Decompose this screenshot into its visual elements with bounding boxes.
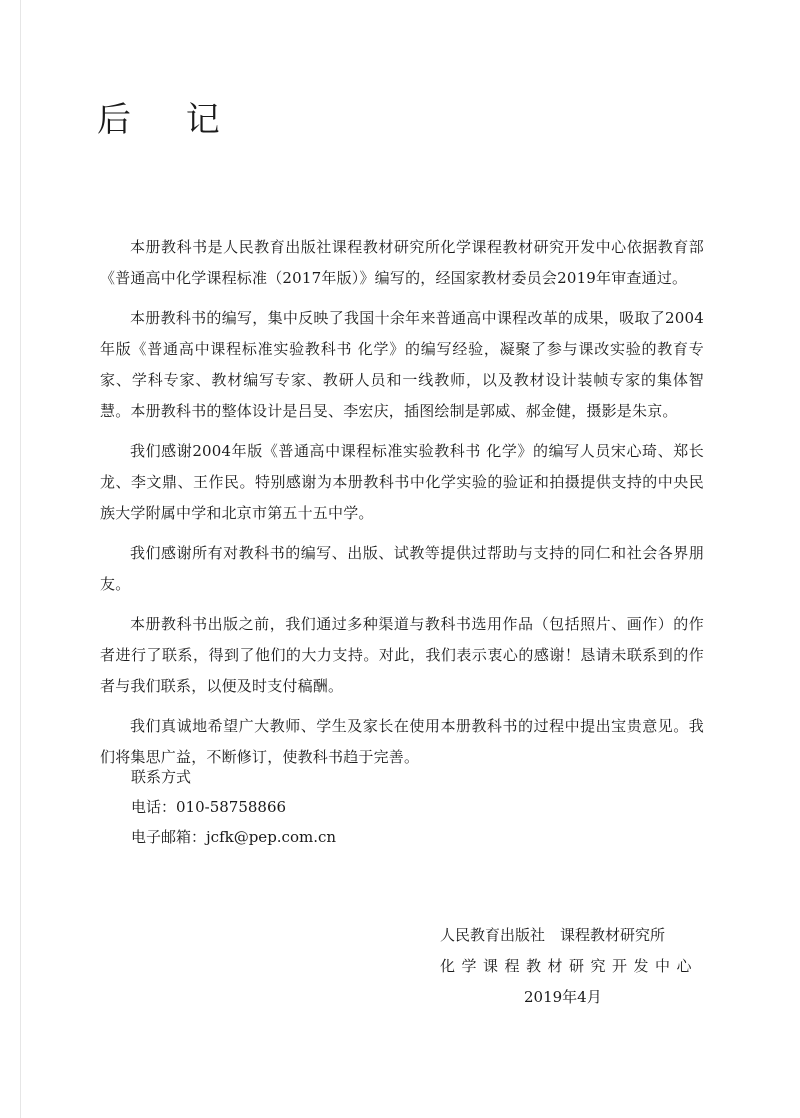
paragraph-1: 本册教科书是人民教育出版社课程教材研究所化学课程教材研究开发中心依据教育部《普通高中化学课程标准（2017年版）》编写的，经国家教材委员会2019年审查通过。 <box>100 238 704 287</box>
paragraph-5: 本册教科书出版之前，我们通过多种渠道与教科书选用作品（包括照片、画作）的作者进行了联系，得到了他们的大力支持。对此，我们表示衷心的感谢！恳请未联系到的作者与我们联系，以便及时支付稿酬。 <box>100 615 704 695</box>
contact-info <box>131 762 336 852</box>
paragraph-4: 我们感谢所有对教科书的编写、出版、试教等提供过帮助与支持的同仁和社会各界朋友。 <box>100 544 704 593</box>
signoff <box>440 920 699 1013</box>
phone-label: 电话： <box>131 798 177 816</box>
phone-number: 010-58758866 <box>176 798 287 816</box>
signoff-org-line-2: 化学课程教材研究开发中心 <box>440 957 699 975</box>
email-address: jcfk@pep.com.cn <box>206 828 337 846</box>
signoff-org-line-1: 人民教育出版社 课程教材研究所 <box>440 926 666 944</box>
contact-email-row <box>131 822 336 852</box>
contact-phone-row <box>131 792 336 822</box>
paragraph-6: 我们真诚地希望广大教师、学生及家长在使用本册教科书的过程中提出宝贵意见。我们将集思广益，不断修订，使教科书趋于完善。 <box>100 717 704 766</box>
page-edge-line <box>20 0 21 1118</box>
paragraph-2: 本册教科书的编写，集中反映了我国十余年来普通高中课程改革的成果，吸取了2004年版《普通高中课程标准实验教科书 化学》的编写经验，凝聚了参与课改实验的教育专家、学科专家、教材编写专家、教研人员和一线教师，以及教材设计装帧专家的集体智慧。本册教科书的整体设计是吕旻、李宏庆，插图绘制是郭威、郝金健，摄影是朱京。 <box>100 309 704 420</box>
signoff-date: 2019年4月 <box>524 988 602 1006</box>
contact-heading: 联系方式 <box>131 768 192 786</box>
email-label: 电子邮箱： <box>131 828 207 846</box>
page-title: 后 记 <box>97 100 242 140</box>
paragraph-3: 我们感谢2004年版《普通高中课程标准实验教科书 化学》的编写人员宋心琦、郑长龙、李文鼎、王作民。特别感谢为本册教科书中化学实验的验证和拍摄提供支持的中央民族大学附属中学和北京市第五十五中学。 <box>100 442 704 522</box>
body-text <box>100 232 704 782</box>
